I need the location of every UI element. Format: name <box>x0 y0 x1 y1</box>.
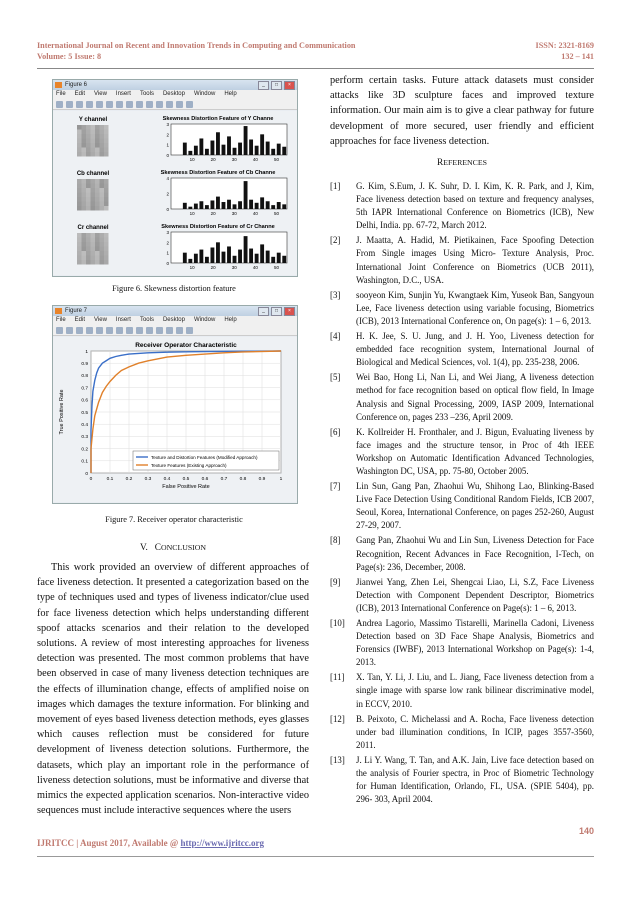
figure7-menu-desktop[interactable]: Desktop <box>162 317 185 323</box>
x-tick-label: 40 <box>252 157 258 162</box>
skewness-bar <box>244 236 248 263</box>
figure6-toolbar <box>53 99 297 110</box>
figure6-menu-edit[interactable]: Edit <box>74 91 86 97</box>
figure7-menu-window[interactable]: Window <box>193 317 216 323</box>
figure7-menu-file[interactable]: File <box>56 317 66 323</box>
y-tick-label: 0.7 <box>81 386 88 392</box>
zoom-out-icon[interactable] <box>116 101 123 108</box>
skewness-bar <box>266 142 270 155</box>
new-icon[interactable] <box>56 327 63 334</box>
footer-rule <box>37 856 594 857</box>
x-tick-label: 0.8 <box>239 477 247 482</box>
skewness-bar <box>260 134 264 155</box>
reference-number: [13] <box>330 754 345 765</box>
skewness-plot-title: Skewness Distortion Feature of Cr Channe <box>161 224 275 230</box>
y-tick-label: 1 <box>85 349 88 355</box>
reference-item <box>330 426 594 478</box>
legend-icon[interactable] <box>186 327 193 334</box>
skewness-bar <box>222 252 226 263</box>
y-tick-label: 2 <box>166 132 169 138</box>
save-icon[interactable] <box>76 101 83 108</box>
skewness-bar <box>277 253 281 263</box>
x-tick-label: 30 <box>231 211 237 216</box>
y-tick-label: 0.1 <box>81 459 88 465</box>
reference-item <box>330 713 594 752</box>
skewness-bar <box>238 250 242 263</box>
reference-number: [6] <box>330 426 341 437</box>
brush-icon[interactable] <box>156 101 163 108</box>
skewness-bar <box>188 259 192 263</box>
datacursor-icon[interactable] <box>146 101 153 108</box>
brush-icon[interactable] <box>156 327 163 334</box>
page-range: 132 – 141 <box>561 52 594 61</box>
x-tick-label: 50 <box>273 265 279 270</box>
channel-label: Y channel <box>78 117 108 123</box>
channel-image <box>77 233 109 265</box>
skewness-bar <box>255 146 259 155</box>
zoom-out-icon[interactable] <box>116 327 123 334</box>
figure7-menu-help[interactable]: Help <box>224 317 237 323</box>
skewness-bar <box>227 136 231 155</box>
references-initial: R <box>437 158 444 168</box>
reference-number: [1] <box>330 181 341 191</box>
print-icon[interactable] <box>86 327 93 334</box>
footer-link[interactable]: http://www.ijritcc.org <box>180 838 264 848</box>
conclusion-title-rest: ONCLUSION <box>160 543 207 552</box>
figure7-canvas <box>53 337 297 502</box>
journal-name: International Journal on Recent and Innovation Trends in Computing and Communication <box>37 41 356 50</box>
skewness-bar <box>266 251 270 263</box>
reference-number: [10] <box>330 618 345 628</box>
x-tick-label: 0.6 <box>201 477 209 482</box>
skewness-bar <box>271 149 275 155</box>
skewness-bar <box>205 257 209 263</box>
reference-number: [7] <box>330 481 341 492</box>
matlab-icon <box>55 308 62 314</box>
zoom-in-icon[interactable] <box>106 327 113 334</box>
skewness-bar <box>216 132 220 155</box>
skewness-bar <box>233 256 237 263</box>
x-tick-label: 50 <box>273 157 279 162</box>
reference-number: [8] <box>330 535 341 546</box>
channel-label: Cb channel <box>76 171 110 177</box>
skewness-bar <box>216 242 220 263</box>
skewness-bar <box>183 143 187 155</box>
link-icon[interactable] <box>166 101 173 108</box>
skewness-bar <box>244 181 248 209</box>
reference-item <box>330 671 594 710</box>
x-tick-label: 0.2 <box>125 477 133 482</box>
y-tick-label: 0.3 <box>81 435 88 441</box>
y-tick-label: 4 <box>166 176 169 181</box>
y-tick-label: 1 <box>166 142 169 148</box>
y-tick-label: 0.8 <box>81 374 88 380</box>
roc-title: Receiver Operator Characteristic <box>135 342 237 349</box>
x-tick-label: 0.9 <box>258 477 266 482</box>
y-tick-label: 0.9 <box>81 362 88 367</box>
x-tick-label: 0.7 <box>220 477 228 482</box>
skewness-bar <box>205 149 209 155</box>
reference-item <box>330 289 594 328</box>
skewness-bar <box>210 248 214 264</box>
skewness-bar <box>210 141 214 155</box>
x-tick-label: 20 <box>210 157 216 162</box>
x-axis-label: False Positive Rate <box>162 484 210 490</box>
skewness-bar <box>188 151 192 155</box>
x-tick-label: 10 <box>189 265 195 270</box>
pan-icon[interactable] <box>126 101 133 108</box>
skewness-bar <box>238 201 242 209</box>
skewness-bar <box>194 204 198 209</box>
maximize-button[interactable]: □ <box>271 307 282 316</box>
figure6-menu-window[interactable]: Window <box>193 91 216 97</box>
reference-number: [5] <box>330 372 341 383</box>
new-icon[interactable] <box>56 101 63 108</box>
issn: ISSN: 2321-8169 <box>535 41 594 50</box>
reference-text: H. K. Jee, S. U. Jung, and J. H. Yoo, Liveness detection for embedded face recognition system, International Journal of Biological and Medical Sciences, vol. 1(4), pp. 235-238, 2006. <box>356 331 594 368</box>
skewness-bar <box>249 140 253 156</box>
reference-text: G. Kim, S.Eum, J. K. Suhr, D. I. Kim, K. R. Park, and J, Kim, Face liveness detection based on texture and frequency analyses, 5th IAPR International Conference on Biometrics (ICB), New Delhi, India. pp. 67-72, March 2012. <box>356 181 594 231</box>
matlab-icon <box>55 82 62 88</box>
maximize-button[interactable]: □ <box>271 81 282 90</box>
skewness-bar <box>271 257 275 263</box>
skewness-bar <box>222 145 226 155</box>
colorbar-icon[interactable] <box>176 101 183 108</box>
y-tick-label: 3 <box>166 122 169 127</box>
x-tick-label: 40 <box>252 211 258 216</box>
y-axis-label: True Positive Rate <box>59 389 65 435</box>
skewness-bar <box>277 144 281 155</box>
figure6-menu-desktop[interactable]: Desktop <box>162 91 185 97</box>
figure7-menubar <box>53 316 297 325</box>
skewness-bar <box>249 249 253 263</box>
skewness-plot-title: Skewness Distortion Feature of Cb Channe <box>160 170 276 176</box>
figure6-menu-help[interactable]: Help <box>224 91 237 97</box>
skewness-bar <box>282 256 286 263</box>
link-icon[interactable] <box>166 327 173 334</box>
reference-text: J. Maatta, A. Hadid, M. Pietikainen, Face Spoofing Detection From Single images Using Micro- Texture Analysis, Proc. International Joint Conference on Biometrics (UCB 2011), Washington, D.C., USA. <box>356 235 594 285</box>
conclusion-number: V. <box>139 543 148 553</box>
skewness-bar <box>199 250 203 263</box>
rotate-icon[interactable] <box>136 101 143 108</box>
x-tick-label: 30 <box>231 157 237 162</box>
reference-item <box>330 754 594 806</box>
skewness-bar <box>188 207 192 209</box>
legend-entry: Texture and Distortion Features (Modified Approach) <box>151 454 258 460</box>
x-tick-label: 0 <box>89 477 93 482</box>
figure7-menu-tools[interactable]: Tools <box>139 317 154 323</box>
datacursor-icon[interactable] <box>146 327 153 334</box>
reference-text: X. Tan, Y. Li, J. Liu, and L. Jiang, Face liveness detection from a single image with sparse low rank bilinear discriminative model, in ECCV, 2010. <box>356 672 594 709</box>
figure6-menubar <box>53 90 297 99</box>
pointer-icon[interactable] <box>96 101 103 108</box>
reference-text: J. Li Y. Wang, T. Tan, and A.K. Jain, Live face detection based on the analysis of Fourier spectra, in Proc of Biometric Technology for Human Identification, Orlando, FL, USA. (SPIE 5404), pp. 296- 303, April 2004. <box>356 754 594 805</box>
save-icon[interactable] <box>76 327 83 334</box>
reference-text: Andrea Lagorio, Massimo Tistarelli, Marinella Cadoni, Liveness Detection based on 3D Face Shape Analysis, Biometrics and Forensics (IWBF), 2013 International Workshop on Page(s): 1-4, 2013. <box>356 618 594 668</box>
skewness-bar <box>227 200 231 209</box>
print-icon[interactable] <box>86 101 93 108</box>
pointer-icon[interactable] <box>96 327 103 334</box>
reference-text: Gang Pan, Zhaohui Wu and Lin Sun, Liveness Detection for Face Recognition, Recent Advances in Face Recognition, I-Tech, on Page(s): 236, December, 2008. <box>356 535 594 572</box>
reference-item <box>330 234 594 286</box>
legend-entry: Texture Features (Existing Approach) <box>151 462 227 468</box>
reference-item <box>330 576 594 615</box>
figure6-menu-insert[interactable]: Insert <box>115 91 131 97</box>
y-tick-label: 2 <box>166 191 169 197</box>
minimize-button[interactable]: _ <box>258 81 269 90</box>
roc-chart <box>53 337 295 502</box>
reference-text: K. Kollreider H. Fronthaler, and J. Bigun, Evaluating liveness by face images and the structure tensor, in Proc of 4th IEEE Workshop on Automatic Identification Advanced Technologies, Washington DC, USA, pp. 75-80, October 2005. <box>356 426 594 476</box>
x-tick-label: 0.5 <box>182 477 190 482</box>
header-rule <box>37 68 594 69</box>
close-button[interactable]: × <box>284 307 295 316</box>
open-icon[interactable] <box>66 101 73 108</box>
references-rest: EFERENCES <box>443 158 487 167</box>
skewness-bar <box>244 126 248 155</box>
reference-number: [12] <box>330 713 345 724</box>
reference-item <box>330 617 594 669</box>
x-tick-label: 0.1 <box>106 477 114 482</box>
reference-item <box>330 534 594 573</box>
y-tick-label: 3 <box>166 230 169 235</box>
y-tick-label: 0 <box>166 261 169 266</box>
reference-text: Wei Bao, Hong Li, Nan Li, and Wei Jiang, A liveness detection method for face recognition based on optical flow field, In Image Analysis and Signal Processing, 2009, IASP 2009, International Conference on, pages 233 –236, April 2009. <box>356 372 594 422</box>
footer-text: IJRITCC | August 2017, Available @ <box>37 838 181 848</box>
open-icon[interactable] <box>66 327 73 334</box>
footer <box>37 838 264 848</box>
skewness-bar <box>222 202 226 209</box>
journal-header <box>37 40 594 62</box>
reference-number: [2] <box>330 235 341 246</box>
skewness-bar <box>199 201 203 209</box>
figure6-menu-tools[interactable]: Tools <box>139 91 154 97</box>
figure7-titlebar <box>53 306 297 316</box>
colorbar-icon[interactable] <box>176 327 183 334</box>
figure6-canvas <box>53 111 297 275</box>
figure7-window <box>52 305 298 504</box>
x-tick-label: 40 <box>252 265 258 270</box>
right-column-paragraph: perform certain tasks. Future attack datasets must consider attacks like 3D sculpture faces and improved texture information. Our main aim is to give a clear pathway for future development of more secured, user friendly and efficient approaches for face liveness detection. <box>330 75 594 147</box>
y-tick-label: 0.6 <box>81 398 88 404</box>
legend-icon[interactable] <box>186 101 193 108</box>
skewness-plot-title: Skewness Distortion Feature of Y Channe <box>162 116 274 122</box>
channel-label: Cr channel <box>77 225 109 231</box>
figure7-menu-view[interactable]: View <box>94 317 107 323</box>
skewness-bar <box>183 203 187 209</box>
x-tick-label: 50 <box>273 211 279 216</box>
skewness-bar <box>233 148 237 155</box>
skewness-bar <box>205 205 209 209</box>
y-tick-label: 0.4 <box>81 423 88 428</box>
conclusion-heading <box>37 543 309 553</box>
skewness-bar <box>282 204 286 209</box>
skewness-bar <box>255 203 259 209</box>
skewness-bar <box>249 200 253 209</box>
figure6-titlebar <box>53 80 297 90</box>
skewness-bar <box>282 147 286 155</box>
x-tick-label: 20 <box>210 265 216 270</box>
x-tick-label: 30 <box>231 265 237 270</box>
skewness-bar <box>199 138 203 155</box>
page-number: 140 <box>578 826 594 836</box>
x-tick-label: 20 <box>210 211 216 216</box>
figure7-window-title: Figure 7 <box>65 308 88 314</box>
zoom-in-icon[interactable] <box>106 101 113 108</box>
header-right <box>536 40 594 62</box>
skewness-bar <box>210 200 214 209</box>
channel-image <box>77 125 109 157</box>
skewness-bar <box>255 254 259 263</box>
figure6-caption: Figure 6. Skewness distortion feature <box>112 284 236 293</box>
conclusion-title-initial: C <box>154 543 161 553</box>
skewness-bar <box>260 244 264 263</box>
minimize-button[interactable]: _ <box>258 307 269 316</box>
figure7-caption: Figure 7. Receiver operator characteristic <box>105 515 243 524</box>
y-tick-label: 0.5 <box>81 410 88 416</box>
skewness-bar <box>271 205 275 209</box>
skewness-bar <box>277 202 281 209</box>
figure6-plots <box>53 111 295 275</box>
references-heading <box>330 158 594 168</box>
y-tick-label: 0 <box>85 471 88 477</box>
conclusion-text: This work provided an overview of different approaches of face liveness detection. It presented a categorization based on the type of techniques used and types of liveness indicator/clue used for face liveness detection which helps understanding different spoof attacks scenarios and their relation to the developed solutions. A review of most interesting approaches for liveness detection was presented. The most common problems that have been observed in case of many liveness detection techniques are the effects of illumination change, effects of amplified noise on images which damages the texture information. For blinking and movement of eyes based liveness detection methods, eyes glasses which causes reflection must be considered for future development of liveness detection solutions. Furthermore, the datasets, which play an important role in the performance of liveness detection solutions, must be informative and diverse that mimics the expected application scenarios. Non-interactive video sequences must include interactive sequences where the users <box>37 562 309 817</box>
skewness-bar <box>238 143 242 155</box>
y-tick-label: 0 <box>166 153 169 158</box>
skewness-bar <box>233 204 237 209</box>
skewness-bar <box>260 197 264 209</box>
y-tick-label: 0.2 <box>81 447 88 453</box>
reference-text: Jianwei Yang, Zhen Lei, Shengcai Liao, Li, S.Z, Face Liveness Detection with Component Dependent Descriptor, Biometrics (ICB), 2013 International Conference on Page(s): 1 – 6, 2013. <box>356 576 594 613</box>
reference-number: [11] <box>330 672 345 683</box>
reference-item <box>330 371 594 423</box>
reference-number: [9] <box>330 576 341 587</box>
y-tick-label: 1 <box>166 250 169 256</box>
y-tick-label: 0 <box>166 207 169 212</box>
reference-number: [4] <box>330 331 341 342</box>
figure7-toolbar <box>53 325 297 336</box>
y-tick-label: 2 <box>166 240 169 246</box>
x-tick-label: 0.3 <box>144 477 152 482</box>
skewness-bar <box>194 254 198 263</box>
figure6-menu-view[interactable]: View <box>94 91 107 97</box>
skewness-bar <box>183 253 187 263</box>
volume-issue: Volume: 5 Issue: 8 <box>37 52 102 61</box>
figure7-menu-insert[interactable]: Insert <box>115 317 131 323</box>
pan-icon[interactable] <box>126 327 133 334</box>
skewness-bar <box>227 246 231 263</box>
reference-item <box>330 480 594 532</box>
x-tick-label: 1 <box>279 477 283 482</box>
reference-text: Lin Sun, Gang Pan, Zhaohui Wu, Shihong Lao, Blinking-Based Live Face Detection Using Conditional Random Fields, ICB 2007, Seoul, Korea, International Conference, on pages 252-260, August 27-29, 2007. <box>356 481 594 531</box>
reference-list <box>330 180 594 808</box>
x-tick-label: 10 <box>189 211 195 216</box>
x-tick-label: 10 <box>189 157 195 162</box>
skewness-bar <box>194 146 198 155</box>
figure6-menu-file[interactable]: File <box>56 91 66 97</box>
figure7-menu-edit[interactable]: Edit <box>74 317 86 323</box>
figure6-window-title: Figure 6 <box>65 82 88 88</box>
reference-item <box>330 330 594 369</box>
reference-number: [3] <box>330 289 341 300</box>
channel-image <box>77 179 109 211</box>
close-button[interactable]: × <box>284 81 295 90</box>
reference-text: B. Peixoto, C. Michelassi and A. Rocha, Face liveness detection under bad illumination conditions, In ICIP, pages 3557-3560, 2011. <box>356 713 594 750</box>
skewness-bar <box>216 197 220 209</box>
skewness-bar <box>266 201 270 209</box>
figure6-window <box>52 79 298 277</box>
rotate-icon[interactable] <box>136 327 143 334</box>
reference-item <box>330 180 594 232</box>
reference-text: sooyeon Kim, Sunjin Yu, Kwangtaek Kim, Yuseok Ban, Sangyoun Lee, Face liveness detection using variable focusing, Biometrics (ICB), 2013 International Conference on, On page(s): 1 – 6, 2013. <box>356 289 594 326</box>
x-tick-label: 0.4 <box>163 477 171 482</box>
